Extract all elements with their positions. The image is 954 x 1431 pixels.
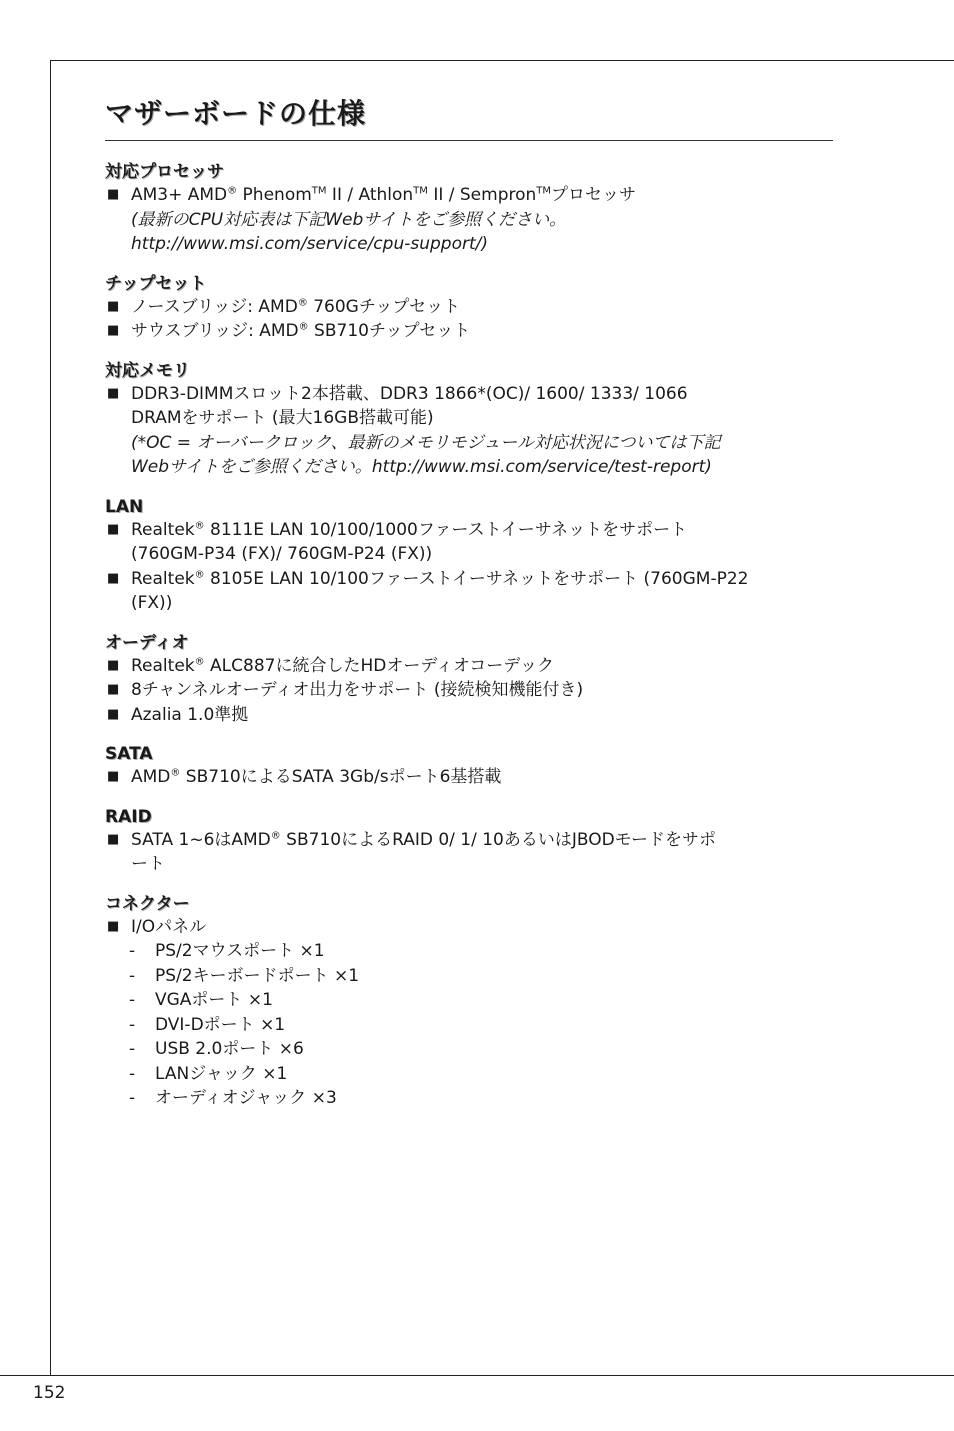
registered-mark: ® [298,321,309,333]
item-text: DDR3-DIMMスロット2本搭載、DDR3 1866*(OC)/ 1600/ 1333/ 1066 [131,383,688,404]
list-item [105,915,833,1111]
item-text: Phenom [237,185,312,205]
item-text: 8111E LAN 10/100/1000ファーストイーサネットをサポート [204,519,688,540]
frame-left-rule [50,60,51,1375]
list-item [105,295,833,320]
port-text: VGAポート ×1 [155,990,273,1010]
item-note-text: Webサイトをご参照ください。 [131,457,372,477]
sub-list-item [131,1086,833,1111]
sub-list-item [131,988,833,1013]
port-text: PS/2キーボードポート ×1 [155,965,360,986]
registered-mark: ® [170,767,181,779]
section-heading-cpu: 対応プロセッサ [105,162,224,182]
section-heading-sata: SATA [105,744,153,764]
item-text: SATA 1~6はAMD [131,829,271,850]
trademark-mark: TM [311,185,327,197]
section-heading-lan: LAN [105,496,144,517]
dash-icon: - [129,1014,136,1035]
list-item [105,319,833,344]
registered-mark: ® [194,519,205,531]
list-item [105,828,833,877]
bullet-icon: ■ [107,657,120,673]
list-item [105,382,833,480]
bullet-icon: ■ [107,831,120,847]
item-text: プロセッサ [551,185,637,205]
item-text: ート [131,854,165,874]
dash-icon: - [129,1039,136,1059]
bullet-icon: ■ [107,298,120,314]
list-item [105,518,833,567]
spec-content [105,92,833,1111]
list-item [105,703,833,728]
item-text: (FX)) [131,593,173,613]
section-memory [105,360,833,480]
item-text: Realtek [131,655,195,676]
page-number: 152 [33,1383,66,1403]
sub-list-item [131,1013,833,1038]
trademark-mark: TM [536,185,552,197]
item-text: I/Oパネル [131,916,207,937]
bullet-icon: ■ [107,323,120,338]
item-text: ノースブリッジ: AMD [131,296,298,317]
frame-bottom-rule [0,1375,954,1376]
item-text: II / Athlon [326,185,414,205]
port-text: DVI-Dポート ×1 [155,1014,286,1035]
port-text: オーディオジャック ×3 [155,1088,337,1108]
item-text: DRAMをサポート (最大16GB搭載可能) [131,408,434,428]
bullet-icon: ■ [107,385,120,401]
bullet-icon: ■ [107,570,120,586]
section-sata [105,743,833,790]
section-raid [105,806,833,877]
item-note: (*OC = オーバークロック、最新のメモリモジュール対応状況については下記 [131,432,721,453]
bullet-icon: ■ [107,682,120,697]
item-text: (760GM-P34 (FX)/ 760GM-P24 (FX)) [131,544,433,564]
item-note [131,455,833,480]
trademark-mark: TM [413,185,428,197]
section-connectors [105,893,833,1111]
registered-mark: ® [227,185,238,197]
section-heading-memory: 対応メモリ [105,360,190,381]
frame-top-rule [50,60,954,61]
port-text: PS/2マウスポート ×1 [155,941,325,961]
item-text: AM3+ AMD [131,185,228,205]
registered-mark: ® [194,655,205,667]
item-text: II / Sempron [427,185,537,205]
item-text: SB710によるSATA 3Gb/sポート6基搭載 [180,767,502,787]
section-heading-audio: オーディオ [105,632,189,653]
bullet-icon: ■ [107,769,120,784]
dash-icon: - [129,941,136,961]
cpu-support-url: http://www.msi.com/service/cpu-support/) [131,234,488,254]
sub-list-item [131,1037,833,1062]
dash-icon: - [129,1063,136,1084]
list-item [105,678,833,703]
sub-list-item [131,1062,833,1087]
bullet-icon: ■ [107,706,120,722]
registered-mark: ® [270,829,281,841]
item-text: 8105E LAN 10/100ファーストイーサネットをサポート (760GM-P22 [204,568,749,589]
section-heading-raid: RAID [105,806,152,827]
dash-icon: - [129,1088,136,1108]
test-report-url: http://www.msi.com/service/test-report) [371,457,712,477]
list-item [105,654,833,679]
item-text: ALC887に統合したHDオーディオコーデック [204,655,554,676]
dash-icon: - [129,990,136,1010]
item-text: 8チャンネルオーディオ出力をサポート (接続検知機能付き) [131,680,584,700]
item-text: 760Gチップセット [307,296,461,317]
item-text: Realtek [131,568,195,589]
item-text: SB710チップセット [308,321,471,341]
bullet-icon: ■ [107,187,120,202]
section-heading-connectors: コネクター [105,893,190,914]
section-chipset [105,273,833,344]
section-cpu [105,161,833,257]
port-text: USB 2.0ポート ×6 [155,1039,304,1059]
registered-mark: ® [194,568,205,580]
section-audio [105,632,833,728]
item-text: サウスブリッジ: AMD [131,321,299,341]
item-text: AMD [131,767,171,787]
sub-list-item [131,964,833,989]
dash-icon: - [129,965,136,986]
sub-list-item [131,939,833,964]
section-lan [105,496,833,616]
item-text: Azalia 1.0準拠 [131,704,249,725]
list-item [105,183,833,257]
registered-mark: ® [297,296,308,308]
bullet-icon: ■ [107,521,120,537]
item-text: SB710によるRAID 0/ 1/ 10あるいはJBODモードをサポ [280,829,717,850]
bullet-icon: ■ [107,918,120,934]
list-item [105,765,833,790]
list-item [105,567,833,616]
item-text: Realtek [131,519,195,540]
port-text: LANジャック ×1 [155,1063,288,1084]
page-title: マザーボードの仕様 [105,92,833,141]
section-heading-chipset: チップセット [105,273,207,294]
item-note: (最新のCPU対応表は下記Webサイトをご参照ください。 [131,209,567,230]
